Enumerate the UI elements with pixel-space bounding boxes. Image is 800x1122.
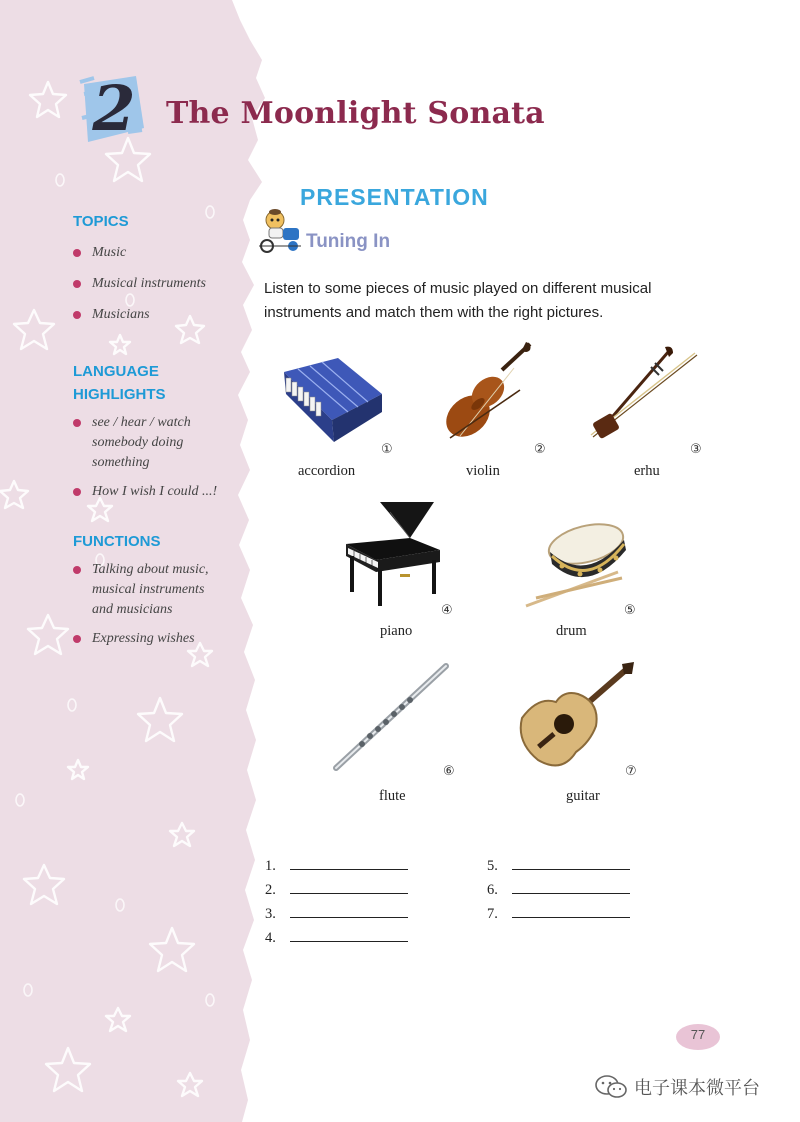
answer-line[interactable] <box>290 931 408 942</box>
accordion-icon <box>278 350 386 445</box>
answer-blank-5[interactable]: 5. <box>487 858 630 875</box>
section-heading: PRESENTATION <box>300 184 489 210</box>
bullet-icon <box>73 311 81 319</box>
answer-blank-4[interactable]: 4. <box>265 930 408 947</box>
watermark-text: 电子课本微平台 <box>634 1078 760 1099</box>
answer-blank-6[interactable]: 6. <box>487 882 630 899</box>
caption-piano: piano <box>380 623 413 639</box>
flute-icon <box>332 662 450 774</box>
erhu-icon <box>585 345 700 445</box>
answer-blank-7[interactable]: 7. <box>487 906 630 923</box>
caption-violin: violin <box>466 463 500 479</box>
caption-accordion: accordion <box>298 463 356 479</box>
marker-1: ① <box>381 442 393 457</box>
drum-icon <box>522 512 630 610</box>
answer-blank-3[interactable]: 3. <box>265 906 408 923</box>
watermark <box>594 1074 760 1100</box>
page-number: 77 <box>690 1027 706 1042</box>
answer-line[interactable] <box>290 859 408 870</box>
marker-7: ⑦ <box>625 764 637 779</box>
answer-line[interactable] <box>290 883 408 894</box>
caption-flute: flute <box>379 788 406 804</box>
bullet-icon <box>73 280 81 288</box>
topic-item: Music <box>73 243 243 263</box>
bullet-icon <box>73 419 81 427</box>
bullet-icon <box>73 488 81 496</box>
unit-title: The Moonlight Sonata <box>166 96 545 131</box>
marker-3: ③ <box>690 442 702 457</box>
marker-2: ② <box>534 442 546 457</box>
unit-number: 2 <box>92 72 136 144</box>
caption-guitar: guitar <box>566 788 600 804</box>
piano-icon <box>340 498 445 608</box>
answer-blank-1[interactable]: 1. <box>265 858 408 875</box>
answer-line[interactable] <box>512 883 630 894</box>
topic-item: Musical instruments <box>73 274 243 294</box>
bullet-icon <box>73 635 81 643</box>
language-heading: LANGUAGE HIGHLIGHTS <box>73 363 166 403</box>
tuning-mascot-icon <box>255 206 305 254</box>
instruction-text: Listen to some pieces of music played on different musical instruments and match them with the right pictures. <box>264 280 652 321</box>
violin-icon <box>440 340 536 440</box>
bullet-icon <box>73 249 81 257</box>
wechat-icon <box>594 1074 628 1100</box>
marker-6: ⑥ <box>443 764 455 779</box>
marker-5: ⑤ <box>624 603 636 618</box>
answer-line[interactable] <box>512 859 630 870</box>
bullet-icon <box>73 566 81 574</box>
caption-drum: drum <box>556 623 587 639</box>
guitar-icon <box>512 660 636 772</box>
language-item: see / hear / watch somebody doing something <box>73 413 243 473</box>
answer-line[interactable] <box>290 907 408 918</box>
caption-erhu: erhu <box>634 463 660 479</box>
functions-heading: FUNCTIONS <box>73 533 161 550</box>
function-item: Expressing wishes <box>73 629 243 649</box>
topics-heading: TOPICS <box>73 213 129 230</box>
unit-number-badge <box>78 72 148 144</box>
language-item: How I wish I could ...! <box>73 482 243 502</box>
marker-4: ④ <box>441 603 453 618</box>
answer-line[interactable] <box>512 907 630 918</box>
subsection-heading: Tuning In <box>306 231 391 252</box>
function-item: Talking about music, musical instruments and musicians <box>73 560 243 620</box>
topic-item: Musicians <box>73 305 243 325</box>
answer-blank-2[interactable]: 2. <box>265 882 408 899</box>
